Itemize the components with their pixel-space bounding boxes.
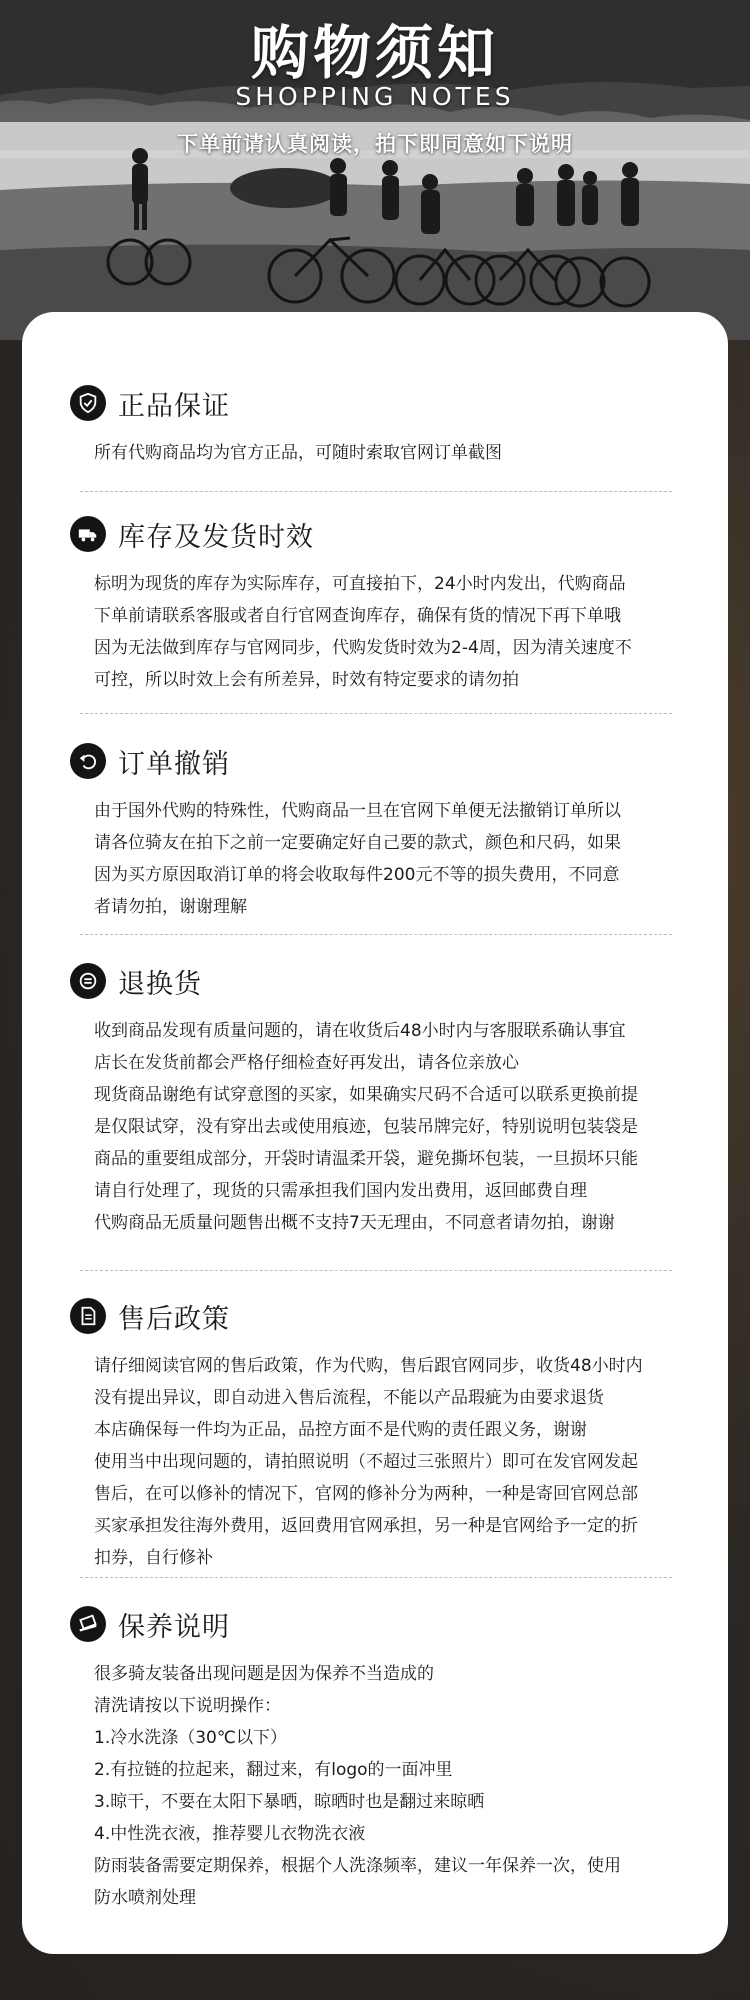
section-text-line: 没有提出异议，即自动进入售后流程，不能以产品瑕疵为由要求退货 <box>94 1388 604 1408</box>
section-text-line: 收到商品发现有质量问题的，请在收货后48小时内与客服联系确认事宜 <box>94 1021 626 1041</box>
section-text-line: 店长在发货前都会严格仔细检查好再发出，请各位亲放心 <box>94 1053 519 1073</box>
laptop-icon <box>70 1606 106 1642</box>
section-divider <box>80 491 672 492</box>
section-text-line: 使用当中出现问题的，请拍照说明（不超过三张照片）即可在发官网发起 <box>94 1452 638 1472</box>
section-care <box>70 1604 690 1914</box>
page-subtitle: SHOPPING NOTES <box>235 82 515 111</box>
section-stock-shipping <box>70 514 690 696</box>
section-text-line: 是仅限试穿，没有穿出去或使用痕迹，包装吊牌完好，特别说明包装袋是 <box>94 1117 638 1137</box>
section-divider <box>80 1577 672 1578</box>
hero-banner <box>0 0 750 340</box>
truck-icon <box>70 516 106 552</box>
section-title: 正品保证 <box>118 390 230 422</box>
section-returns <box>70 961 690 1239</box>
section-text-line: 商品的重要组成部分，开袋时请温柔开袋，避免撕坏包装，一旦损坏只能 <box>94 1149 638 1169</box>
shield-check-icon <box>70 385 106 421</box>
section-title: 库存及发货时效 <box>118 521 314 553</box>
section-authenticity <box>70 383 690 469</box>
section-text-line: 3.晾干，不要在太阳下暴晒，晾晒时也是翻过来晾晒 <box>94 1792 485 1812</box>
section-text-line: 因为买方原因取消订单的将会收取每件200元不等的损失费用，不同意 <box>94 865 620 885</box>
section-text-line: 下单前请联系客服或者自行官网查询库存，确保有货的情况下再下单哦 <box>94 606 621 626</box>
section-text-line: 本店确保每一件均为正品，品控方面不是代购的责任跟义务，谢谢 <box>94 1420 587 1440</box>
section-order-cancel <box>70 741 690 923</box>
exchange-arrows-icon <box>70 963 106 999</box>
section-title: 售后政策 <box>118 1303 230 1335</box>
section-text-line: 因为无法做到库存与官网同步，代购发货时效为2-4周，因为清关速度不 <box>94 638 632 658</box>
section-text-line: 由于国外代购的特殊性，代购商品一旦在官网下单便无法撤销订单所以 <box>94 801 621 821</box>
section-divider <box>80 934 672 935</box>
section-text-line: 2.有拉链的拉起来，翻过来，有logo的一面冲里 <box>94 1760 453 1780</box>
section-text-line: 可控，所以时效上会有所差异，时效有特定要求的请勿拍 <box>94 670 519 690</box>
page-title: 购物须知 <box>250 19 499 87</box>
section-text-line: 1.冷水洗涤（30℃以下） <box>94 1728 287 1748</box>
section-divider <box>80 1270 672 1271</box>
section-after-sales <box>70 1296 690 1574</box>
undo-arrow-icon <box>70 743 106 779</box>
section-text-line: 现货商品谢绝有试穿意图的买家，如果确实尺码不合适可以联系更换前提 <box>94 1085 638 1105</box>
section-text-line: 4.中性洗衣液，推荐婴儿衣物洗衣液 <box>94 1824 366 1844</box>
section-text-line: 请自行处理了，现货的只需承担我们国内发出费用，返回邮费自理 <box>94 1181 587 1201</box>
section-text-line: 标明为现货的库存为实际库存，可直接拍下，24小时内发出，代购商品 <box>94 574 626 594</box>
section-divider <box>80 713 672 714</box>
section-text-line: 清洗请按以下说明操作： <box>94 1696 281 1716</box>
section-text-line: 者请勿拍，谢谢理解 <box>94 897 247 917</box>
section-text-line: 售后，在可以修补的情况下，官网的修补分为两种，一种是寄回官网总部 <box>94 1484 638 1504</box>
document-icon <box>70 1298 106 1334</box>
section-title: 保养说明 <box>118 1611 230 1643</box>
notice-text: 下单前请认真阅读，拍下即同意如下说明 <box>177 132 573 156</box>
section-text-line: 防水喷剂处理 <box>94 1888 196 1908</box>
section-text-line: 请仔细阅读官网的售后政策，作为代购，售后跟官网同步，收货48小时内 <box>94 1356 643 1376</box>
section-text-line: 扣券，自行修补 <box>94 1548 213 1568</box>
section-text-line: 买家承担发往海外费用，返回费用官网承担，另一种是官网给予一定的折 <box>94 1516 638 1536</box>
section-text-line: 请各位骑友在拍下之前一定要确定好自己要的款式，颜色和尺码，如果 <box>94 833 621 853</box>
section-text-line: 代购商品无质量问题售出概不支持7天无理由，不同意者请勿拍，谢谢 <box>94 1213 615 1233</box>
section-text-line: 所有代购商品均为官方正品，可随时索取官网订单截图 <box>94 443 502 463</box>
section-text-line: 很多骑友装备出现问题是因为保养不当造成的 <box>94 1664 434 1684</box>
section-title: 订单撤销 <box>118 748 230 780</box>
section-text-line: 防雨装备需要定期保养，根据个人洗涤频率，建议一年保养一次，使用 <box>94 1856 621 1876</box>
section-title: 退换货 <box>118 968 202 1000</box>
